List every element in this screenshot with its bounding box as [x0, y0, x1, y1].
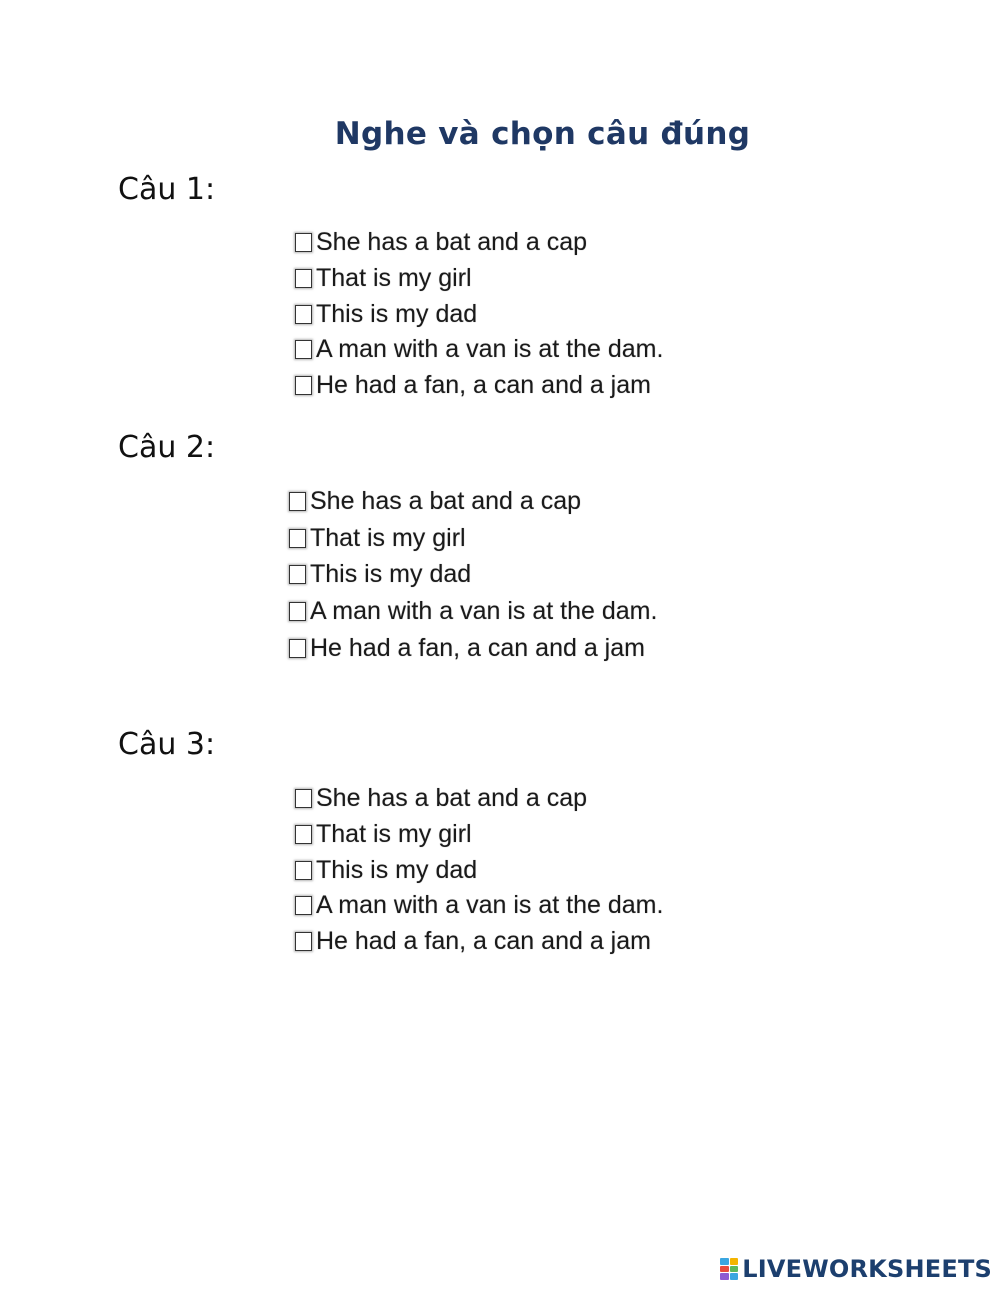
checkbox-icon[interactable] [295, 340, 312, 359]
checkbox-icon[interactable] [295, 825, 312, 844]
liveworksheets-brand [720, 1255, 992, 1283]
question-3-option-4[interactable] [295, 888, 663, 924]
question-3-option-5[interactable] [295, 924, 663, 960]
question-2-options [289, 483, 657, 667]
checkbox-icon[interactable] [295, 932, 312, 951]
checkbox-icon[interactable] [289, 602, 306, 621]
question-2-option-4[interactable] [289, 593, 657, 630]
option-text: This is my dad [316, 855, 478, 884]
question-3-option-2[interactable] [295, 817, 663, 853]
option-text: This is my dad [310, 560, 472, 589]
question-2-option-3[interactable] [289, 557, 657, 594]
checkbox-icon[interactable] [295, 861, 312, 880]
option-text: She has a bat and a cap [316, 228, 588, 257]
checkbox-icon[interactable] [295, 376, 312, 395]
option-text: He had a fan, a can and a jam [316, 927, 651, 956]
question-3-label: Câu 3: [118, 727, 216, 762]
option-text: A man with a van is at the dam. [316, 335, 664, 364]
checkbox-icon[interactable] [295, 305, 312, 324]
page-title: Nghe và chọn câu đúng [334, 116, 751, 152]
question-1-option-2[interactable] [295, 261, 663, 297]
question-2-label: Câu 2: [118, 430, 216, 465]
option-text: A man with a van is at the dam. [316, 891, 664, 920]
question-1-option-3[interactable] [295, 296, 663, 332]
option-text: That is my girl [310, 523, 466, 552]
brand-text: LIVEWORKSHEETS [742, 1255, 992, 1283]
checkbox-icon[interactable] [289, 529, 306, 548]
liveworksheets-logo-icon [720, 1258, 738, 1280]
question-2-option-2[interactable] [289, 520, 657, 557]
question-1-option-5[interactable] [295, 368, 663, 404]
checkbox-icon[interactable] [289, 639, 306, 658]
checkbox-icon[interactable] [289, 492, 306, 511]
question-1-option-4[interactable] [295, 332, 663, 368]
checkbox-icon[interactable] [289, 565, 306, 584]
question-3-options [295, 781, 663, 959]
question-3-option-3[interactable] [295, 852, 663, 888]
checkbox-icon[interactable] [295, 896, 312, 915]
checkbox-icon[interactable] [295, 233, 312, 252]
option-text: That is my girl [316, 820, 472, 849]
option-text: She has a bat and a cap [310, 486, 582, 515]
option-text: This is my dad [316, 299, 478, 328]
checkbox-icon[interactable] [295, 789, 312, 808]
question-1-option-1[interactable] [295, 225, 663, 261]
option-text: He had a fan, a can and a jam [310, 634, 645, 663]
option-text: A man with a van is at the dam. [310, 597, 658, 626]
option-text: She has a bat and a cap [316, 784, 588, 813]
question-2-option-1[interactable] [289, 483, 657, 520]
question-2-option-5[interactable] [289, 630, 657, 667]
question-3-option-1[interactable] [295, 781, 663, 817]
checkbox-icon[interactable] [295, 269, 312, 288]
question-1-label: Câu 1: [118, 172, 216, 207]
option-text: That is my girl [316, 264, 472, 293]
question-1-options [295, 225, 663, 403]
option-text: He had a fan, a can and a jam [316, 371, 651, 400]
